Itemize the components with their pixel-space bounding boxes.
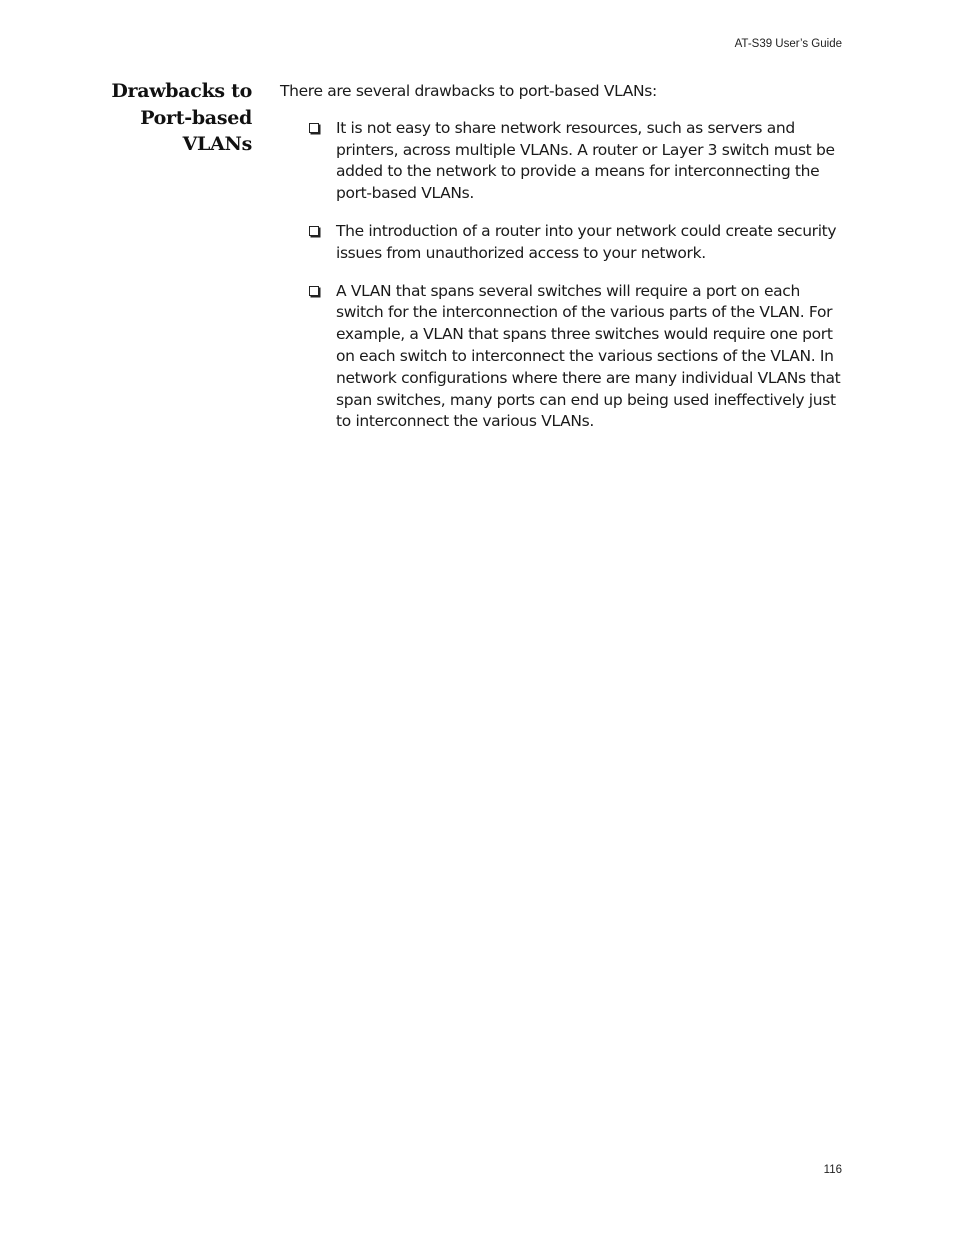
section-heading-line: VLANs — [182, 133, 252, 155]
checkbox-icon — [309, 226, 319, 236]
section-heading — [80, 78, 252, 158]
body-column — [280, 81, 842, 449]
section-heading-line: Drawbacks to — [111, 80, 252, 102]
bullet-item — [280, 221, 842, 265]
bullet-text: A VLAN that spans several switches will require a port on each switch for the interconnection of the various parts of the VLAN. For example, a VLAN that spans three switches would require one port on each switch to interconnect the various sections of the VLAN. In network configurations where there are many individual VLANs that span switches, many ports can end up being used ineffectively just to interconnect the various VLANs. — [336, 281, 841, 431]
intro-paragraph: There are several drawbacks to port-based VLANs: — [280, 82, 657, 100]
section-heading-line: Port-based — [140, 106, 252, 129]
checkbox-icon — [309, 286, 319, 296]
bullet-item — [280, 118, 842, 205]
bullet-text: It is not easy to share network resources, such as servers and printers, across multiple VLANs. A router or Layer 3 switch must be added to the network to provide a means for interconnecting the port-based VLANs. — [336, 118, 835, 203]
page-number: 116 — [823, 1164, 842, 1176]
bullet-list — [280, 118, 842, 433]
checkbox-icon — [309, 123, 319, 133]
bullet-text: The introduction of a router into your network could create security issues from unauthorized access to your network. — [336, 221, 837, 262]
running-header: AT-S39 User’s Guide — [734, 38, 842, 50]
bullet-item — [280, 281, 842, 434]
